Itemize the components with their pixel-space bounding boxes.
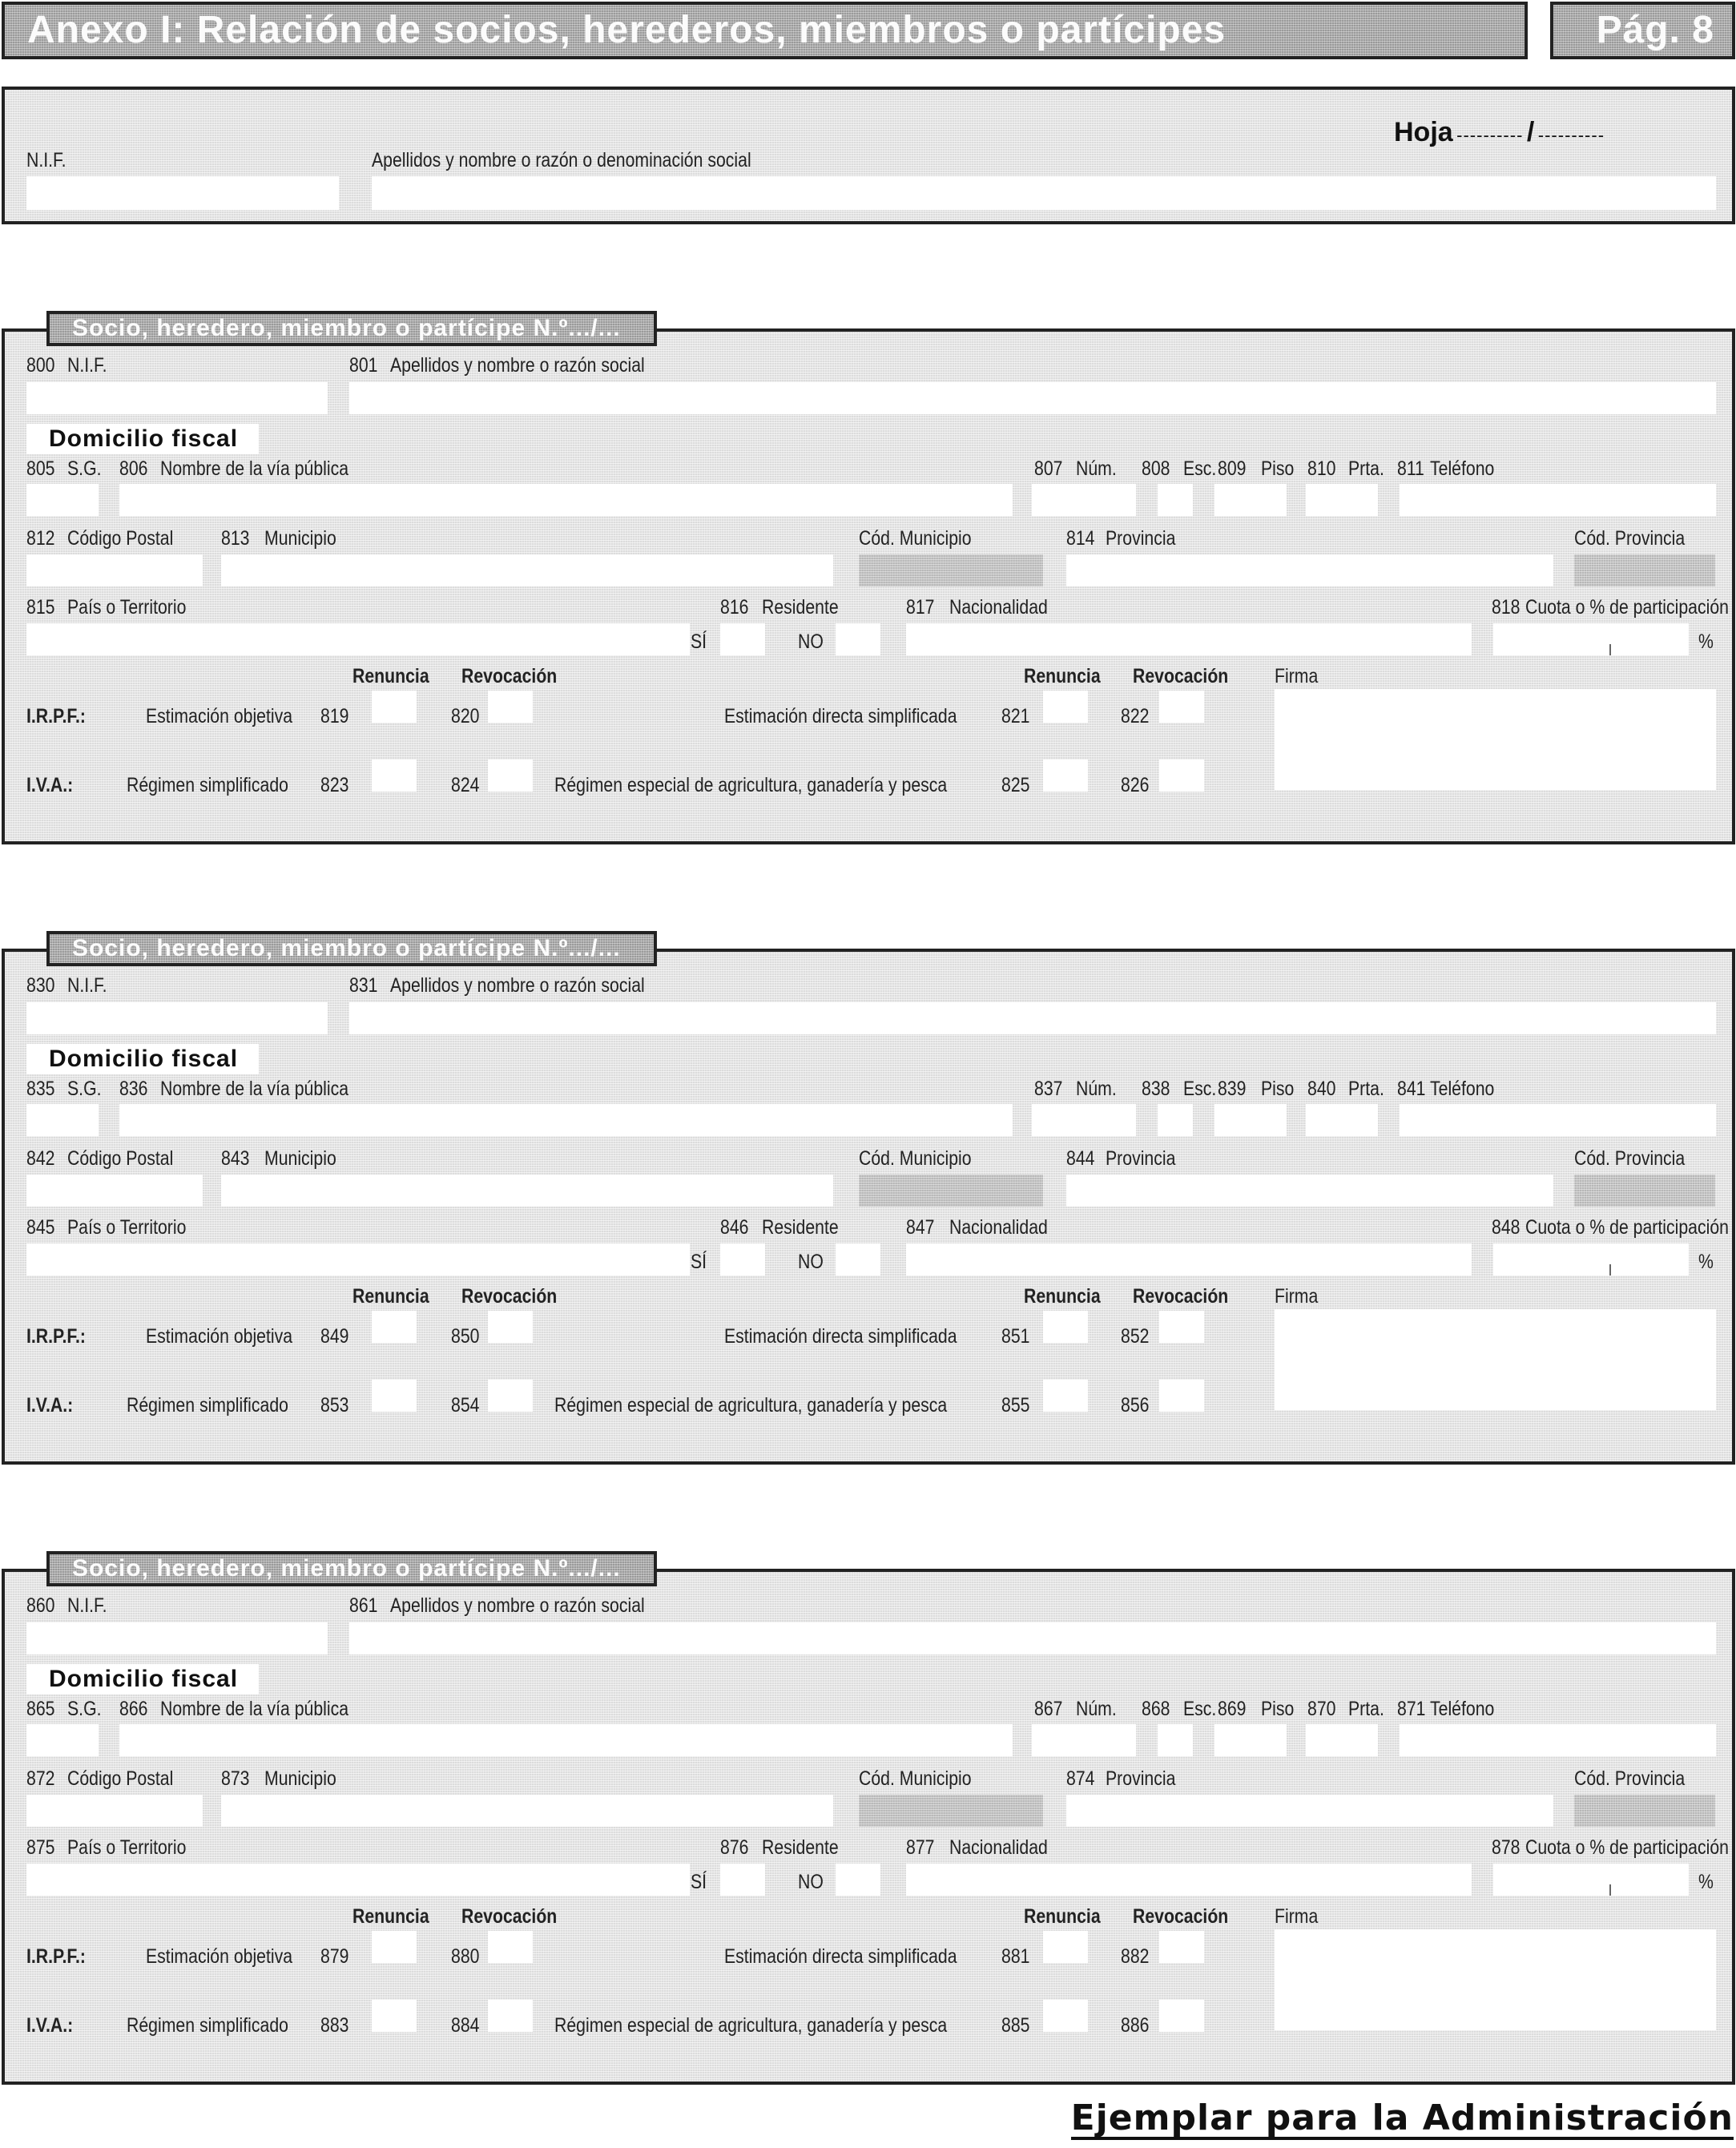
cp-label: Código Postal: [67, 1147, 174, 1170]
nacionalidad-label: Nacionalidad: [949, 596, 1048, 619]
domicilio-header: [26, 424, 259, 454]
esc-label: Esc.: [1183, 1698, 1217, 1720]
partner-title-tab-1: [46, 311, 657, 346]
cod-provincia-field: [1574, 554, 1715, 586]
piso-field[interactable]: [1214, 1104, 1287, 1136]
cod-provincia-label: Cód. Provincia: [1574, 527, 1686, 550]
firma-field[interactable]: [1275, 689, 1716, 790]
residente-si-box[interactable]: [720, 623, 765, 655]
provincia-field[interactable]: [1066, 1795, 1553, 1827]
provincia-field[interactable]: [1066, 554, 1553, 586]
partner-title: Socio, heredero, miembro o partícipe N.º.../...: [72, 1555, 621, 1582]
pais-field[interactable]: [26, 1864, 690, 1896]
reg-sim-rev-code: 854: [451, 1394, 480, 1417]
residente-code: 846: [720, 1216, 749, 1239]
declarant-name-field[interactable]: [372, 176, 1716, 210]
sheet-label: Hoja: [1394, 117, 1453, 147]
num-label: Núm.: [1076, 457, 1117, 480]
via-label: Nombre de la vía pública: [160, 1698, 349, 1720]
cp-label: Código Postal: [67, 527, 174, 550]
firma-label: Firma: [1275, 1905, 1319, 1928]
domicilio-header: [26, 1044, 259, 1074]
provincia-label: Provincia: [1106, 1147, 1176, 1170]
residente-code: 816: [720, 596, 749, 619]
est-directa-label: Estimación directa simplificada: [724, 1945, 957, 1968]
cod-provincia-label: Cód. Provincia: [1574, 1767, 1686, 1790]
reg-agr-revocacion-box[interactable]: [1159, 760, 1204, 792]
reg-sim-ren-code: 823: [320, 774, 349, 796]
prta-field[interactable]: [1306, 484, 1378, 516]
name-label: Apellidos y nombre o razón social: [390, 974, 645, 997]
nif-field[interactable]: [26, 1622, 328, 1654]
piso-code: 809: [1218, 457, 1247, 480]
cod-provincia-field: [1574, 1175, 1715, 1207]
sg-code: 805: [26, 457, 55, 480]
nif-label: N.I.F.: [67, 974, 107, 997]
reg-sim-renuncia-box[interactable]: [372, 2000, 417, 2032]
provincia-label: Provincia: [1106, 527, 1176, 550]
cod-municipio-label: Cód. Municipio: [859, 1767, 972, 1790]
pct-sign: %: [1698, 1251, 1714, 1273]
cod-municipio-field: [859, 1795, 1043, 1827]
cuota-label: Cuota o % de participación: [1525, 1216, 1729, 1239]
revocacion-header-1: Revocación: [461, 665, 558, 687]
est-directa-label: Estimación directa simplificada: [724, 705, 957, 727]
est-obj-ren-code: 879: [320, 1945, 349, 1968]
num-field[interactable]: [1032, 1724, 1136, 1756]
firma-field[interactable]: [1275, 1309, 1716, 1410]
nacionalidad-label: Nacionalidad: [949, 1836, 1048, 1859]
reg-sim-revocacion-box[interactable]: [488, 2000, 533, 2032]
reg-sim-rev-code: 824: [451, 774, 480, 796]
residente-si-box[interactable]: [720, 1864, 765, 1896]
reg-sim-revocacion-box[interactable]: [488, 760, 533, 792]
num-field[interactable]: [1032, 484, 1136, 516]
est-objetiva-label: Estimación objetiva: [146, 1325, 293, 1348]
revocacion-header-1: Revocación: [461, 1905, 558, 1928]
municipio-code: 873: [221, 1767, 250, 1790]
sheet-number: [1394, 117, 1605, 148]
firma-label: Firma: [1275, 1285, 1319, 1308]
esc-field[interactable]: [1158, 1724, 1193, 1756]
iva-label: I.V.A.:: [26, 1394, 74, 1417]
irpf-label: I.R.P.F.:: [26, 1945, 87, 1968]
telefono-label: Teléfono: [1430, 1078, 1495, 1100]
municipio-label: Municipio: [264, 1147, 336, 1170]
esc-code: 808: [1142, 457, 1170, 480]
domicilio-title: Domicilio fiscal: [49, 425, 239, 452]
est-dir-rev-code: 882: [1121, 1945, 1150, 1968]
pct-sign: %: [1698, 1871, 1714, 1893]
reg-agr-rev-code: 856: [1121, 1394, 1150, 1417]
revocacion-header-2: Revocación: [1133, 665, 1229, 687]
sg-code: 865: [26, 1698, 55, 1720]
est-dir-revocacion-box[interactable]: [1159, 1311, 1204, 1343]
partner-panel-2: [2, 949, 1735, 1465]
reg-agr-renuncia-box[interactable]: [1043, 2000, 1088, 2032]
municipio-field[interactable]: [221, 554, 833, 586]
est-dir-ren-code: 851: [1001, 1325, 1030, 1348]
nif-field[interactable]: [26, 382, 328, 414]
nif-code: 830: [26, 974, 55, 997]
est-obj-rev-code: 880: [451, 1945, 480, 1968]
partner-title-tab-3: [46, 1551, 657, 1586]
cod-municipio-label: Cód. Municipio: [859, 1147, 972, 1170]
esc-code: 838: [1142, 1078, 1170, 1100]
sg-code: 835: [26, 1078, 55, 1100]
name-code: 801: [349, 354, 378, 377]
telefono-code: 871: [1397, 1698, 1426, 1720]
residente-no-box[interactable]: [836, 1243, 880, 1276]
via-field[interactable]: [119, 1104, 1013, 1136]
est-dir-renuncia-box[interactable]: [1043, 1931, 1088, 1963]
pais-label: País o Territorio: [67, 596, 187, 619]
si-label: SÍ: [691, 1871, 707, 1893]
pct-sign: %: [1698, 631, 1714, 653]
cuota-label: Cuota o % de participación: [1525, 596, 1729, 619]
domicilio-title: Domicilio fiscal: [49, 1046, 239, 1072]
declarant-name-label: Apellidos y nombre o razón o denominación social: [372, 149, 751, 171]
num-label: Núm.: [1076, 1078, 1117, 1100]
residente-label: Residente: [762, 596, 839, 619]
via-code: 836: [119, 1078, 148, 1100]
cod-provincia-field: [1574, 1795, 1715, 1827]
est-dir-ren-code: 821: [1001, 705, 1030, 727]
cod-provincia-label: Cód. Provincia: [1574, 1147, 1686, 1170]
cp-code: 842: [26, 1147, 55, 1170]
esc-field[interactable]: [1158, 1104, 1193, 1136]
reg-sim-rev-code: 884: [451, 2014, 480, 2037]
esc-code: 868: [1142, 1698, 1170, 1720]
provincia-label: Provincia: [1106, 1767, 1176, 1790]
cp-field[interactable]: [26, 1795, 203, 1827]
title-bar: [2, 2, 1528, 59]
nif-label: N.I.F.: [67, 1594, 107, 1617]
reg-agr-renuncia-box[interactable]: [1043, 760, 1088, 792]
sg-field[interactable]: [26, 484, 99, 516]
reg-sim-revocacion-box[interactable]: [488, 1380, 533, 1412]
si-label: SÍ: [691, 1251, 707, 1273]
domicilio-title: Domicilio fiscal: [49, 1666, 239, 1692]
partner-title: Socio, heredero, miembro o partícipe N.º.../...: [72, 935, 621, 961]
sg-label: S.G.: [67, 457, 102, 480]
num-field[interactable]: [1032, 1104, 1136, 1136]
sg-label: S.G.: [67, 1698, 102, 1720]
nif-code: 800: [26, 354, 55, 377]
via-field[interactable]: [119, 1724, 1013, 1756]
residente-no-box[interactable]: [836, 623, 880, 655]
cuota-code: 818: [1492, 596, 1521, 619]
decimal-mark: [1609, 1264, 1611, 1276]
num-code: 837: [1034, 1078, 1063, 1100]
num-code: 867: [1034, 1698, 1063, 1720]
cp-field[interactable]: [26, 1175, 203, 1207]
via-field[interactable]: [119, 484, 1013, 516]
est-dir-renuncia-box[interactable]: [1043, 691, 1088, 723]
cp-label: Código Postal: [67, 1767, 174, 1790]
partner-panel-1: [2, 328, 1735, 844]
name-label: Apellidos y nombre o razón social: [390, 354, 645, 377]
est-dir-revocacion-box[interactable]: [1159, 691, 1204, 723]
cuota-label: Cuota o % de participación: [1525, 1836, 1729, 1859]
est-dir-rev-code: 852: [1121, 1325, 1150, 1348]
pais-code: 845: [26, 1216, 55, 1239]
municipio-field[interactable]: [221, 1175, 833, 1207]
piso-code: 839: [1218, 1078, 1247, 1100]
municipio-field[interactable]: [221, 1795, 833, 1827]
est-dir-revocacion-box[interactable]: [1159, 1931, 1204, 1963]
firma-field[interactable]: [1275, 1929, 1716, 2030]
revocacion-header-2: Revocación: [1133, 1905, 1229, 1928]
sg-field[interactable]: [26, 1724, 99, 1756]
piso-label: Piso: [1261, 1698, 1295, 1720]
cuota-field[interactable]: [1493, 1243, 1689, 1276]
reg-agricultura-label: Régimen especial de agricultura, ganadería y pesca: [554, 774, 948, 796]
est-obj-rev-code: 820: [451, 705, 480, 727]
sg-field[interactable]: [26, 1104, 99, 1136]
renuncia-header-1: Renuncia: [352, 1905, 429, 1928]
prta-label: Prta.: [1348, 1698, 1384, 1720]
est-dir-ren-code: 881: [1001, 1945, 1030, 1968]
est-obj-revocacion-box[interactable]: [488, 1931, 533, 1963]
est-obj-renuncia-box[interactable]: [372, 691, 417, 723]
reg-agr-revocacion-box[interactable]: [1159, 2000, 1204, 2032]
municipio-code: 843: [221, 1147, 250, 1170]
cuota-field[interactable]: [1493, 623, 1689, 655]
pais-label: País o Territorio: [67, 1836, 187, 1859]
cuota-code: 878: [1492, 1836, 1521, 1859]
copy-designation: Ejemplar para la Administración: [1071, 2100, 1734, 2140]
cod-municipio-field: [859, 1175, 1043, 1207]
renuncia-header-2: Renuncia: [1024, 1905, 1101, 1928]
name-code: 861: [349, 1594, 378, 1617]
irpf-label: I.R.P.F.:: [26, 705, 87, 727]
reg-agricultura-label: Régimen especial de agricultura, ganadería y pesca: [554, 2014, 948, 2037]
prta-label: Prta.: [1348, 1078, 1384, 1100]
est-obj-renuncia-box[interactable]: [372, 1311, 417, 1343]
num-code: 807: [1034, 457, 1063, 480]
iva-label: I.V.A.:: [26, 774, 74, 796]
page-number-box: [1550, 2, 1735, 59]
declarant-nif-field[interactable]: [26, 176, 339, 210]
reg-sim-ren-code: 883: [320, 2014, 349, 2037]
provincia-code: 844: [1066, 1147, 1095, 1170]
prta-field[interactable]: [1306, 1724, 1378, 1756]
renuncia-header-1: Renuncia: [352, 665, 429, 687]
reg-simplificado-label: Régimen simplificado: [127, 774, 288, 796]
esc-label: Esc.: [1183, 457, 1217, 480]
page-number: Pág. 8: [1596, 9, 1714, 51]
piso-label: Piso: [1261, 457, 1295, 480]
sheet-separator: /: [1526, 117, 1535, 147]
sheet-blank-1: ----------: [1456, 125, 1524, 145]
irpf-label: I.R.P.F.:: [26, 1325, 87, 1348]
municipio-code: 813: [221, 527, 250, 550]
declarant-nif-label: N.I.F.: [26, 149, 66, 171]
residente-si-box[interactable]: [720, 1243, 765, 1276]
provincia-code: 814: [1066, 527, 1095, 550]
num-label: Núm.: [1076, 1698, 1117, 1720]
sheet-blank-2: ----------: [1537, 125, 1605, 145]
telefono-field[interactable]: [1400, 1104, 1716, 1136]
nacionalidad-code: 847: [906, 1216, 935, 1239]
no-label: NO: [798, 1251, 824, 1273]
name-label: Apellidos y nombre o razón social: [390, 1594, 645, 1617]
municipio-label: Municipio: [264, 1767, 336, 1790]
name-field[interactable]: [349, 382, 1716, 414]
iva-label: I.V.A.:: [26, 2014, 74, 2037]
revocacion-header-1: Revocación: [461, 1285, 558, 1308]
si-label: SÍ: [691, 631, 707, 653]
telefono-label: Teléfono: [1430, 457, 1495, 480]
telefono-code: 811: [1397, 457, 1424, 480]
partner-title: Socio, heredero, miembro o partícipe N.º.../...: [72, 315, 621, 341]
sg-label: S.G.: [67, 1078, 102, 1100]
reg-simplificado-label: Régimen simplificado: [127, 1394, 288, 1417]
cod-municipio-field: [859, 554, 1043, 586]
piso-label: Piso: [1261, 1078, 1295, 1100]
reg-agr-rev-code: 886: [1121, 2014, 1150, 2037]
residente-label: Residente: [762, 1216, 839, 1239]
municipio-label: Municipio: [264, 527, 336, 550]
nacionalidad-code: 817: [906, 596, 935, 619]
provincia-code: 874: [1066, 1767, 1095, 1790]
name-field[interactable]: [349, 1622, 1716, 1654]
cp-code: 812: [26, 527, 55, 550]
prta-label: Prta.: [1348, 457, 1384, 480]
via-code: 806: [119, 457, 148, 480]
reg-sim-ren-code: 853: [320, 1394, 349, 1417]
piso-field[interactable]: [1214, 484, 1287, 516]
reg-sim-renuncia-box[interactable]: [372, 760, 417, 792]
reg-agr-revocacion-box[interactable]: [1159, 1380, 1204, 1412]
est-objetiva-label: Estimación objetiva: [146, 705, 293, 727]
residente-code: 876: [720, 1836, 749, 1859]
cp-code: 872: [26, 1767, 55, 1790]
telefono-field[interactable]: [1400, 1724, 1716, 1756]
no-label: NO: [798, 1871, 824, 1893]
name-code: 831: [349, 974, 378, 997]
reg-agr-ren-code: 885: [1001, 2014, 1030, 2037]
prta-code: 870: [1307, 1698, 1336, 1720]
renuncia-header-1: Renuncia: [352, 1285, 429, 1308]
name-field[interactable]: [349, 1002, 1716, 1034]
declarant-panel: [2, 87, 1735, 224]
telefono-code: 841: [1397, 1078, 1426, 1100]
est-dir-rev-code: 822: [1121, 705, 1150, 727]
reg-agr-ren-code: 825: [1001, 774, 1030, 796]
piso-field[interactable]: [1214, 1724, 1287, 1756]
telefono-label: Teléfono: [1430, 1698, 1495, 1720]
annex-title: Anexo I: Relación de socios, herederos, miembros o partícipes: [27, 9, 1226, 51]
est-obj-ren-code: 849: [320, 1325, 349, 1348]
piso-code: 869: [1218, 1698, 1247, 1720]
est-dir-renuncia-box[interactable]: [1043, 1311, 1088, 1343]
nif-label: N.I.F.: [67, 354, 107, 377]
est-obj-revocacion-box[interactable]: [488, 691, 533, 723]
reg-agricultura-label: Régimen especial de agricultura, ganadería y pesca: [554, 1394, 948, 1417]
revocacion-header-2: Revocación: [1133, 1285, 1229, 1308]
no-label: NO: [798, 631, 824, 653]
cuota-field[interactable]: [1493, 1864, 1689, 1896]
reg-sim-renuncia-box[interactable]: [372, 1380, 417, 1412]
nacionalidad-code: 877: [906, 1836, 935, 1859]
renuncia-header-2: Renuncia: [1024, 665, 1101, 687]
est-obj-rev-code: 850: [451, 1325, 480, 1348]
prta-code: 810: [1307, 457, 1336, 480]
pais-code: 815: [26, 596, 55, 619]
cuota-code: 848: [1492, 1216, 1521, 1239]
cp-field[interactable]: [26, 554, 203, 586]
pais-field[interactable]: [26, 623, 690, 655]
pais-label: País o Territorio: [67, 1216, 187, 1239]
decimal-mark: [1609, 644, 1611, 655]
prta-code: 840: [1307, 1078, 1336, 1100]
est-directa-label: Estimación directa simplificada: [724, 1325, 957, 1348]
firma-label: Firma: [1275, 665, 1319, 687]
prta-field[interactable]: [1306, 1104, 1378, 1136]
nacionalidad-field[interactable]: [906, 623, 1472, 655]
cod-municipio-label: Cód. Municipio: [859, 527, 972, 550]
nif-field[interactable]: [26, 1002, 328, 1034]
via-label: Nombre de la vía pública: [160, 1078, 349, 1100]
nacionalidad-label: Nacionalidad: [949, 1216, 1048, 1239]
nacionalidad-field[interactable]: [906, 1864, 1472, 1896]
pais-field[interactable]: [26, 1243, 690, 1276]
reg-agr-rev-code: 826: [1121, 774, 1150, 796]
partner-panel-3: [2, 1569, 1735, 2085]
est-obj-revocacion-box[interactable]: [488, 1311, 533, 1343]
domicilio-header: [26, 1664, 259, 1695]
residente-no-box[interactable]: [836, 1864, 880, 1896]
via-label: Nombre de la vía pública: [160, 457, 349, 480]
telefono-field[interactable]: [1400, 484, 1716, 516]
decimal-mark: [1609, 1884, 1611, 1896]
esc-field[interactable]: [1158, 484, 1193, 516]
provincia-field[interactable]: [1066, 1175, 1553, 1207]
reg-agr-renuncia-box[interactable]: [1043, 1380, 1088, 1412]
partner-title-tab-2: [46, 931, 657, 966]
est-obj-renuncia-box[interactable]: [372, 1931, 417, 1963]
est-objetiva-label: Estimación objetiva: [146, 1945, 293, 1968]
reg-simplificado-label: Régimen simplificado: [127, 2014, 288, 2037]
via-code: 866: [119, 1698, 148, 1720]
est-obj-ren-code: 819: [320, 705, 349, 727]
nif-code: 860: [26, 1594, 55, 1617]
esc-label: Esc.: [1183, 1078, 1217, 1100]
renuncia-header-2: Renuncia: [1024, 1285, 1101, 1308]
nacionalidad-field[interactable]: [906, 1243, 1472, 1276]
residente-label: Residente: [762, 1836, 839, 1859]
pais-code: 875: [26, 1836, 55, 1859]
reg-agr-ren-code: 855: [1001, 1394, 1030, 1417]
